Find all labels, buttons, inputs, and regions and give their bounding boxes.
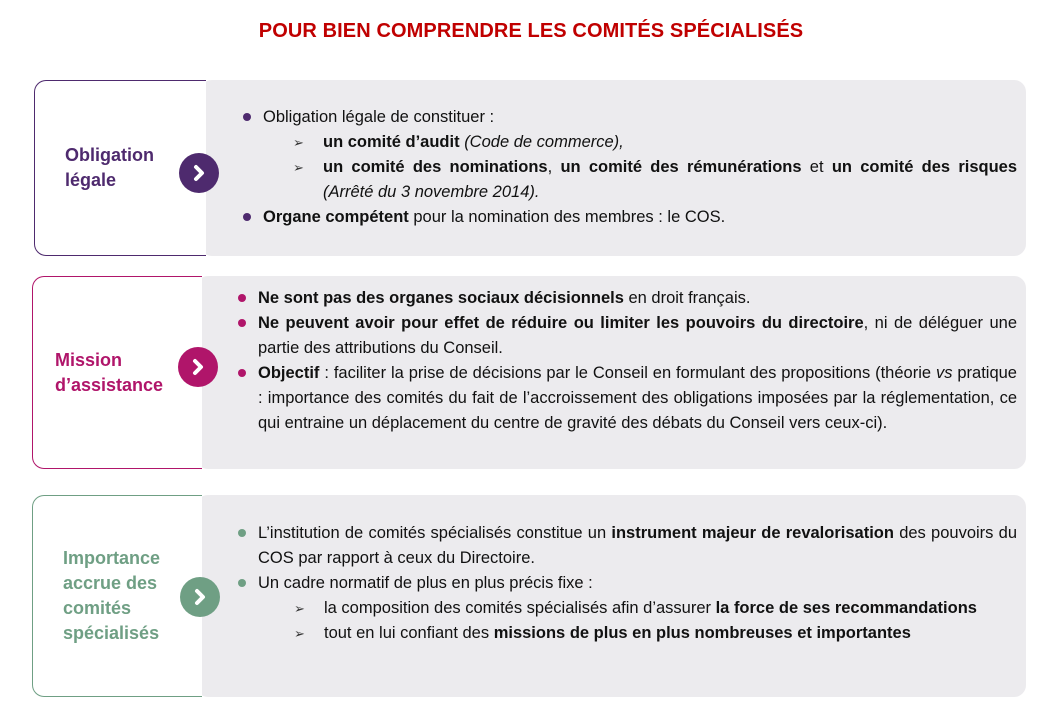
bullet-dot bbox=[238, 294, 246, 302]
list-item: Ne peuvent avoir pour effet de réduire ou limiter les pouvoirs du directoire, ni de déléguer une partie des attributions du Conseil. bbox=[236, 311, 1017, 361]
label-line: comités bbox=[63, 598, 132, 618]
list-item: Organe compétent pour la nomination des membres : le COS. bbox=[241, 205, 1017, 230]
section-label-box-importance bbox=[32, 495, 202, 697]
list-item: Objectif : faciliter la prise de décisions par le Conseil en formulant des propositions (théorie vs pratique : importance des comités du fait de l’accroissement des obligations imposées par la réglementation, ce qui entraine un déplacement du centre de gravité des débats du Conseil vers ceux-ci). bbox=[236, 361, 1017, 436]
list-item: Ne sont pas des organes sociaux décisionnels en droit français. bbox=[236, 286, 1017, 311]
page-title: POUR BIEN COMPRENDRE LES COMITÉS SPÉCIALISÉS bbox=[258, 20, 804, 42]
label-line: légale bbox=[65, 170, 117, 190]
label-line: Obligation bbox=[65, 145, 154, 165]
bullet-dot bbox=[243, 213, 251, 221]
label-line: Mission bbox=[55, 349, 123, 370]
list-subitem: ➢ la composition des comités spécialisés afin d’assurer la force de ses recommandations bbox=[236, 596, 1017, 621]
label-line: accrue des bbox=[63, 573, 158, 593]
label-line: spécialisés bbox=[63, 623, 160, 643]
bullet-dot bbox=[238, 579, 246, 587]
list-item: L’institution de comités spécialisés constitue un instrument majeur de revalorisation des pouvoirs du COS par rapport à ceux du Directoire. bbox=[236, 521, 1017, 571]
list-subitem: ➢ un comité d’audit (Code de commerce), bbox=[241, 130, 1017, 155]
list-subitem: ➢ un comité des nominations, un comité des rémunérations et un comité des risques (Arrêté du 3 novembre 2014). bbox=[241, 155, 1017, 205]
section-label-obligation-legale bbox=[65, 143, 154, 193]
label-line: Importance bbox=[63, 548, 161, 568]
bullet-dot bbox=[238, 319, 246, 327]
section-body-obligation-legale bbox=[241, 105, 1017, 230]
section-label-mission-assistance bbox=[55, 348, 163, 398]
label-line: d’assistance bbox=[55, 374, 164, 395]
section-body-importance bbox=[236, 521, 1017, 646]
list-item: Un cadre normatif de plus en plus précis fixe : bbox=[236, 571, 1017, 596]
chevron-right-icon bbox=[180, 577, 220, 617]
bullet-dot bbox=[243, 113, 251, 121]
chevron-right-icon bbox=[179, 153, 219, 193]
arrow-bullet-icon: ➢ bbox=[293, 135, 304, 150]
section-body-mission-assistance bbox=[236, 286, 1017, 436]
section-label-box-mission-assistance bbox=[32, 276, 202, 469]
arrow-bullet-icon: ➢ bbox=[293, 160, 304, 175]
chevron-right-icon bbox=[178, 347, 218, 387]
arrow-bullet-icon: ➢ bbox=[294, 626, 305, 641]
list-item: Obligation légale de constituer : bbox=[241, 105, 1017, 130]
bullet-dot bbox=[238, 529, 246, 537]
section-label-importance bbox=[63, 546, 160, 646]
bullet-dot bbox=[238, 369, 246, 377]
list-subitem: ➢ tout en lui confiant des missions de plus en plus nombreuses et importantes bbox=[236, 621, 1017, 646]
arrow-bullet-icon: ➢ bbox=[294, 601, 305, 616]
